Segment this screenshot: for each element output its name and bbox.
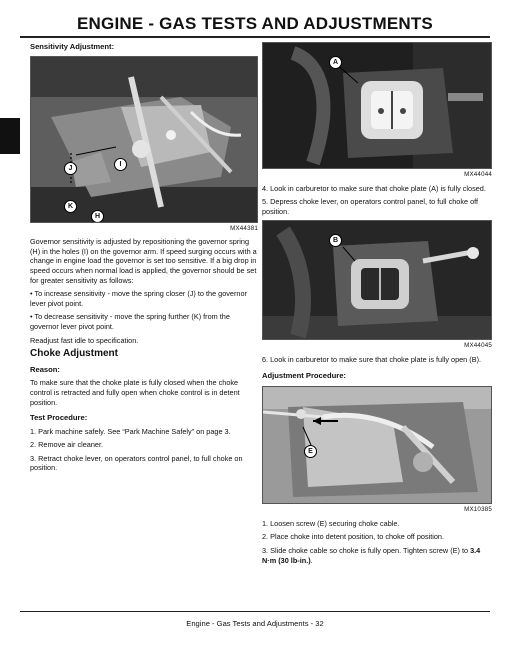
callout-e: E — [304, 445, 317, 458]
test-step-1: 1. Park machine safely. See “Park Machine Safely” on page 3. — [30, 426, 231, 436]
callout-k: K — [64, 200, 77, 213]
carburetor-closed-art — [263, 43, 492, 169]
left-column — [30, 42, 258, 477]
carburetor-closed-photo — [262, 42, 492, 169]
callout-j: J — [64, 162, 77, 175]
reason-text: To make sure that the choke plate is fully closed when the choke control is retracted and fully open when choke control is in detent position. — [30, 378, 240, 407]
test-step-2: 2. Remove air cleaner. — [30, 440, 104, 450]
callout-i: I — [114, 158, 127, 171]
test-step-3: 3. Retract choke lever, on operators control panel, to full choke on position. — [30, 453, 243, 473]
reason-heading: Reason: — [30, 364, 60, 374]
carburetor-open-art — [263, 221, 492, 340]
torque-spec: 3.4 N·m (30 lb-in.) — [262, 545, 481, 565]
governor-photo-art — [31, 57, 258, 223]
footer-rule — [20, 611, 490, 612]
callout-h: H — [91, 210, 104, 223]
page-footer: Engine - Gas Tests and Adjustments - 32 — [186, 619, 324, 628]
decrease-sensitivity-bullet: • To decrease sensitivity - move the spring further (K) from the governor lever pivot point. — [30, 312, 230, 331]
figure-code-mx10385: MX10385 — [464, 506, 492, 514]
page-title: ENGINE - GAS TESTS AND ADJUSTMENTS — [77, 14, 433, 33]
callout-a: A — [329, 56, 342, 69]
choke-cable-photo — [262, 386, 492, 504]
step-5: 5. Depress choke lever, on operators control panel, to full choke off position. — [262, 197, 479, 216]
step-4: 4. Look in carburetor to make sure that choke plate (A) is fully closed. — [262, 183, 486, 193]
adjust-step-2: 2. Place choke into detent position, to choke off position. — [262, 532, 445, 542]
adjust-step-1: 1. Loosen screw (E) securing choke cable. — [262, 518, 400, 528]
step-6: 6. Look in carburetor to make sure that choke plate is fully open (B). — [262, 354, 482, 364]
governor-photo — [30, 56, 258, 223]
adjust-step-3-text: 3. Slide choke cable so choke is fully open. Tighten screw (E) to — [262, 545, 471, 555]
sensitivity-body: Governor sensitivity is adjusted by repositioning the governor spring (H) in the holes (I) on the governor arm. If speed surging occurs with a change in engine load the governor is set too sensitive. If a big drop in speed occurs when normal load is applied, the governor should be set for greater sensitivity as follows: — [30, 237, 257, 285]
figure-code-mx44381: MX44381 — [230, 224, 258, 232]
choke-adjustment-heading: Choke Adjustment — [30, 348, 118, 360]
test-procedure-heading: Test Procedure: — [30, 413, 88, 423]
adjustment-procedure-heading: Adjustment Procedure: — [262, 370, 346, 380]
adjust-step-3-end: . — [310, 555, 313, 565]
readjust-note: Readjust fast idle to specification. — [30, 335, 139, 345]
adjust-step-3 — [262, 546, 492, 565]
section-tab-marker — [0, 118, 20, 154]
increase-sensitivity-bullet: • To increase sensitivity - move the spring closer (J) to the governor lever pivot point. — [30, 289, 247, 308]
sensitivity-heading: Sensitivity Adjustment: — [30, 42, 115, 51]
choke-cable-art — [263, 387, 492, 504]
header-rule — [20, 36, 490, 38]
carburetor-open-photo — [262, 220, 492, 340]
figure-code-mx44044: MX44044 — [464, 171, 492, 178]
callout-b: B — [329, 234, 342, 247]
right-column — [262, 42, 492, 569]
figure-code-mx44045: MX44045 — [464, 342, 492, 350]
